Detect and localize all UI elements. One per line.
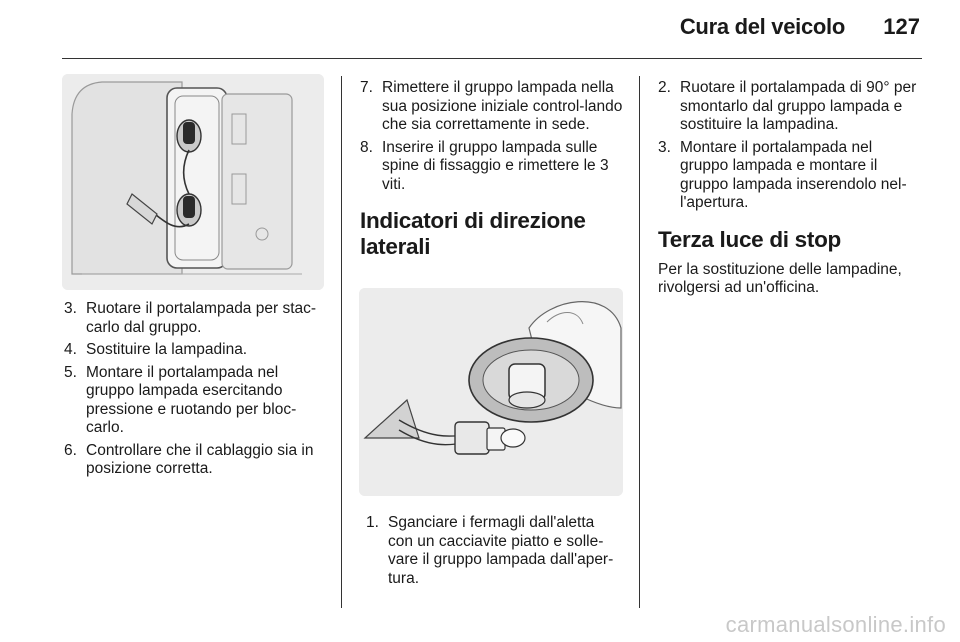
- list-item: [658, 139, 924, 213]
- step-number: 3.: [658, 138, 671, 156]
- list-item: [360, 139, 626, 195]
- list-item: [64, 341, 326, 360]
- step-text: Controllare che il cablaggio sia in posizione corretta.: [86, 441, 314, 477]
- tail-lamp-illustration: [62, 74, 324, 290]
- list-item: [360, 79, 626, 135]
- step-number: 4.: [64, 341, 77, 358]
- step-text: Inserire il gruppo lampada sulle spine di fissaggio e rimettere le 3 viti.: [382, 138, 609, 193]
- list-item: [64, 364, 326, 438]
- column-divider-2: [639, 76, 640, 608]
- step-number: 3.: [64, 300, 77, 317]
- step-text: Ruotare il portalampada di 90° per smontarlo dal gruppo lampada e sostituire la lampadina.: [680, 79, 917, 133]
- step-text: Ruotare il portalampada per stac-carlo dal gruppo.: [86, 300, 317, 336]
- column-3: [658, 79, 924, 298]
- side-indicator-illustration: [359, 288, 623, 496]
- column-2: [360, 79, 626, 268]
- page-number: 127: [883, 14, 920, 39]
- column-divider-1: [341, 76, 342, 608]
- step-number: 5.: [64, 363, 77, 381]
- step-text: Montare il portalampada nel gruppo lampada esercitando pressione e ruotando per bloc-carlo.: [86, 363, 297, 436]
- header-rule: [62, 58, 922, 59]
- step-number: 7.: [360, 79, 373, 96]
- step-number: 6.: [64, 441, 77, 459]
- step-number: 8.: [360, 138, 373, 156]
- list-item: [64, 442, 326, 479]
- step-text: Sganciare i fermagli dall'aletta con un cacciavite piatto e solle-vare il gruppo lampada dall'aper-tura.: [388, 514, 614, 587]
- step-text: Rimettere il gruppo lampada nella sua posizione iniziale control-lando che sia correttamente in sede.: [382, 79, 623, 133]
- body-paragraph: Per la sostituzione delle lampadine, rivolgersi ad un'officina.: [658, 260, 902, 296]
- step-number: 2.: [658, 79, 671, 96]
- step-text: Montare il portalampada nel gruppo lampada e montare il gruppo lampada inserendolo nel-l'apertura.: [680, 138, 907, 211]
- section-heading: Terza luce di stop: [658, 226, 841, 252]
- list-item: [366, 514, 622, 588]
- section-heading: Indicatori di direzione laterali: [360, 208, 586, 259]
- step-number: 1.: [366, 514, 379, 531]
- watermark: carmanualsonline.info: [725, 612, 946, 637]
- step-list: [64, 300, 326, 479]
- header-title: Cura del veicolo: [679, 14, 845, 39]
- step-list: [366, 514, 622, 588]
- step-text: Sostituire la lampadina.: [86, 341, 248, 358]
- list-item: [64, 300, 326, 337]
- column-1: [64, 300, 326, 483]
- column-2-bottom: [366, 514, 622, 592]
- step-list: [658, 79, 924, 213]
- step-list: [360, 79, 626, 194]
- list-item: [658, 79, 924, 135]
